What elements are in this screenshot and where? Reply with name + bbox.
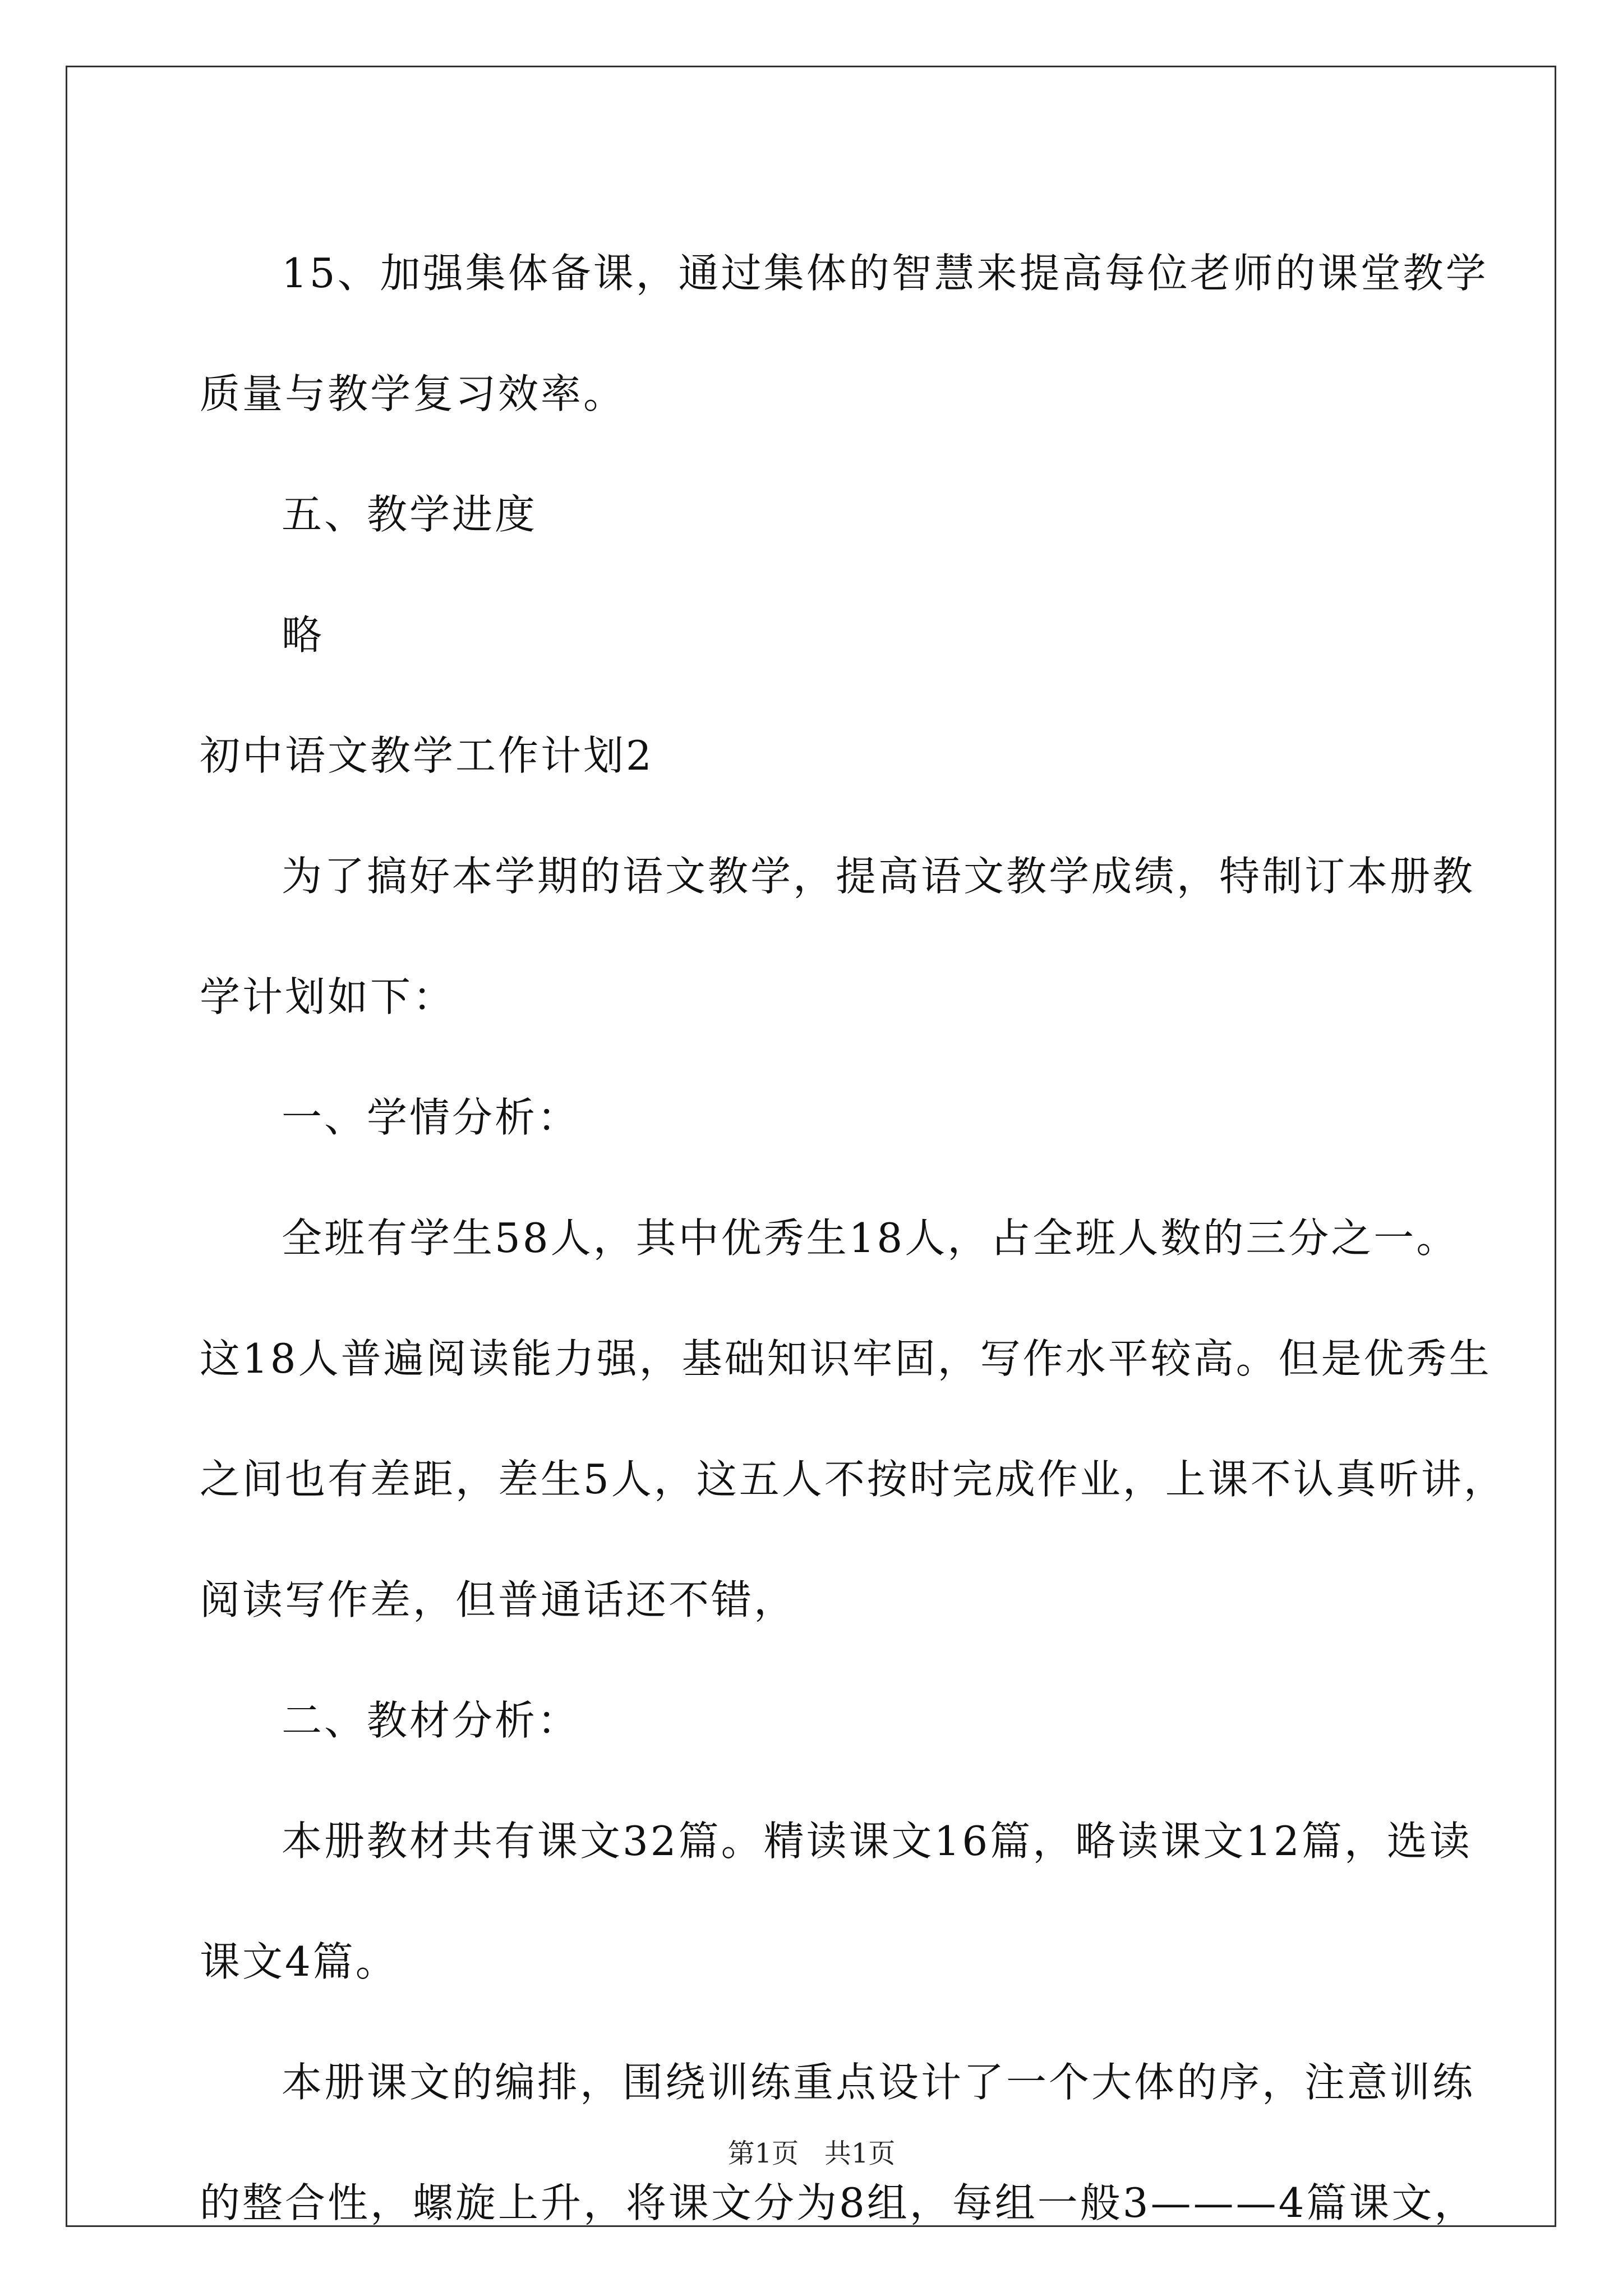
- paragraph-line: 质量与教学复习效率。: [200, 370, 626, 417]
- page-number-footer: 第1页 共1页: [727, 2138, 896, 2169]
- paragraph-line: 这18人普遍阅读能力强，基础知识牢固，写作水平较高。但是优秀生: [200, 1335, 1492, 1382]
- section-heading: 二、教材分析：: [282, 1697, 580, 1744]
- paragraph-line: 本册教材共有课文32篇。精读课文16篇，略读课文12篇，选读: [282, 1818, 1472, 1865]
- paragraph-line: 本册课文的编排，围绕训练重点设计了一个大体的序，注意训练: [282, 2059, 1476, 2106]
- paragraph-line: 阅读写作差，但普通话还不错，: [200, 1576, 797, 1623]
- paragraph-line: 的整合性，螺旋上升，将课文分为8组，每组一般3———4篇课文，: [200, 2179, 1477, 2226]
- section-heading: 一、学情分析：: [282, 1094, 580, 1141]
- paragraph-line: 课文4篇。: [200, 1938, 398, 1985]
- paragraph-line: 略: [282, 611, 325, 659]
- paragraph-line: 为了搞好本学期的语文教学，提高语文教学成绩，特制订本册教: [282, 853, 1476, 900]
- paragraph-line: 之间也有差距，差生5人，这五人不按时完成作业，上课不认真听讲，: [200, 1456, 1506, 1503]
- paragraph-line: 全班有学生58人，其中优秀生18人，占全班人数的三分之一。: [282, 1214, 1459, 1262]
- paragraph-line: 学计划如下：: [200, 973, 456, 1020]
- section-heading: 五、教学进度: [282, 491, 538, 538]
- paragraph-line: 15、加强集体备课，通过集体的智慧来提高每位老师的课堂教学: [282, 250, 1488, 297]
- document-body: [200, 213, 1506, 2263]
- document-title: 初中语文教学工作计划2: [200, 732, 654, 779]
